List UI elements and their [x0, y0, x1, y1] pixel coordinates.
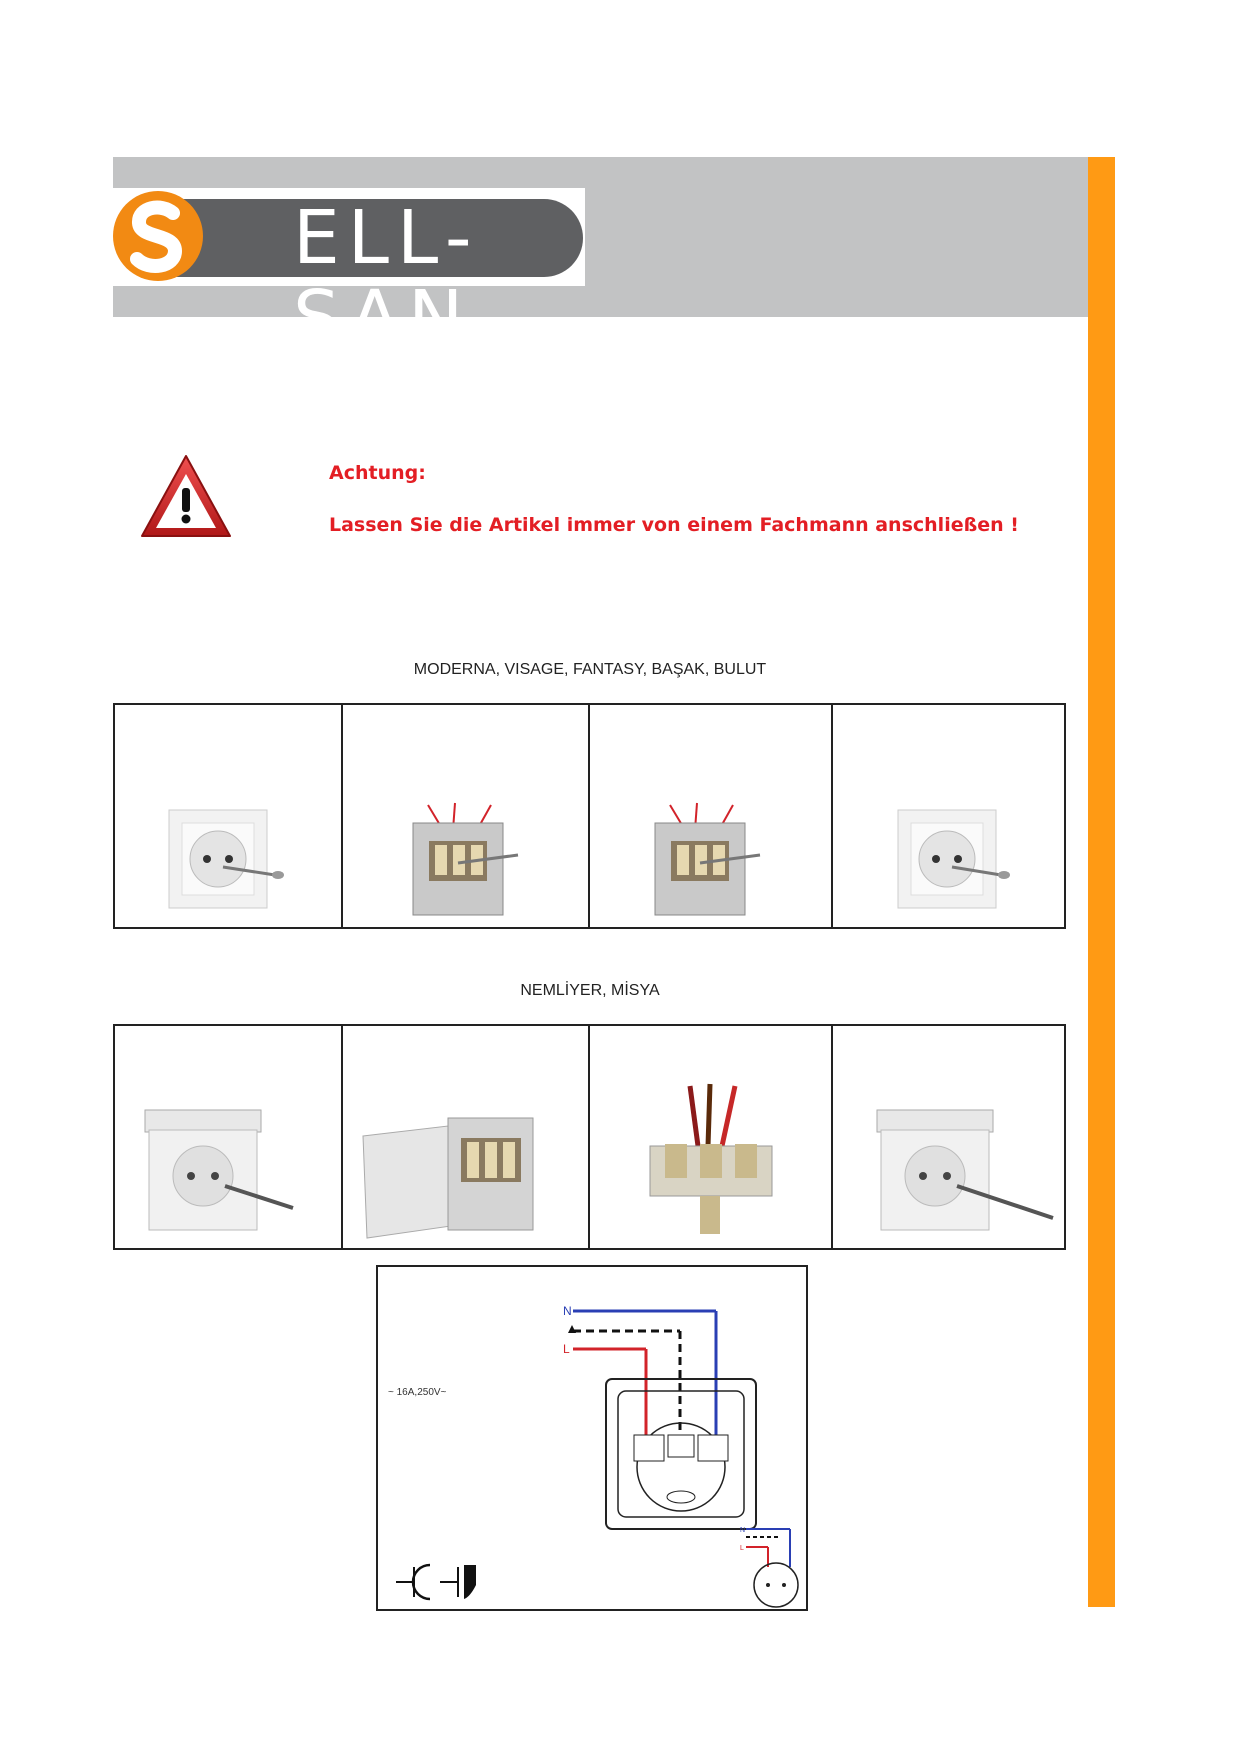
- socket-insert-image: [590, 705, 831, 927]
- install-steps-grid-1: [113, 703, 1066, 929]
- splashproof-socket-image: [833, 1026, 1066, 1248]
- logo-s-icon: [113, 191, 203, 281]
- step-cell: [590, 705, 833, 927]
- step-cell: [833, 705, 1066, 927]
- step-cell: [115, 705, 343, 927]
- socket-insert-image: [343, 705, 588, 927]
- socket-terminal-block-image: [590, 1026, 831, 1248]
- install-steps-grid-2: [113, 1024, 1066, 1250]
- step-cell: [833, 1026, 1066, 1248]
- step-cell: [343, 705, 590, 927]
- logo-s-circle: [113, 191, 203, 281]
- section-title-nemliyer: NEMLİYER, MİSYA: [520, 982, 660, 999]
- socket-with-frame-image: [833, 705, 1066, 927]
- logo-text: ELL-SAN: [293, 195, 480, 361]
- step-cell: [115, 1026, 343, 1248]
- socket-with-frame-image: [115, 705, 341, 927]
- wiring-diagram: [376, 1265, 808, 1611]
- wiring-schematic: [378, 1267, 806, 1609]
- n-label: N: [563, 1304, 572, 1318]
- section-title-moderna: MODERNA, VISAGE, FANTASY, BAŞAK, BULUT: [413, 661, 767, 678]
- step-cell: [590, 1026, 833, 1248]
- warning-triangle-icon: [140, 454, 232, 540]
- rating-label: ~ 16A,250V~: [388, 1387, 447, 1398]
- warning-title: Achtung:: [329, 462, 426, 484]
- warning-message: Lassen Sie die Artikel immer von einem Fachmann anschließen !: [329, 514, 1019, 536]
- small-l-label: L: [740, 1545, 744, 1552]
- sell-san-logo: [113, 188, 585, 361]
- small-n-label: N: [740, 1527, 746, 1534]
- socket-with-earth-symbol-icon: [440, 1565, 476, 1599]
- step-cell: [343, 1026, 590, 1248]
- splashproof-socket-image: [115, 1026, 341, 1248]
- orange-side-stripe: [1088, 157, 1115, 1607]
- l-label: L: [563, 1342, 570, 1356]
- socket-symbol-icon: [396, 1565, 430, 1599]
- splashproof-open-image: [343, 1026, 588, 1248]
